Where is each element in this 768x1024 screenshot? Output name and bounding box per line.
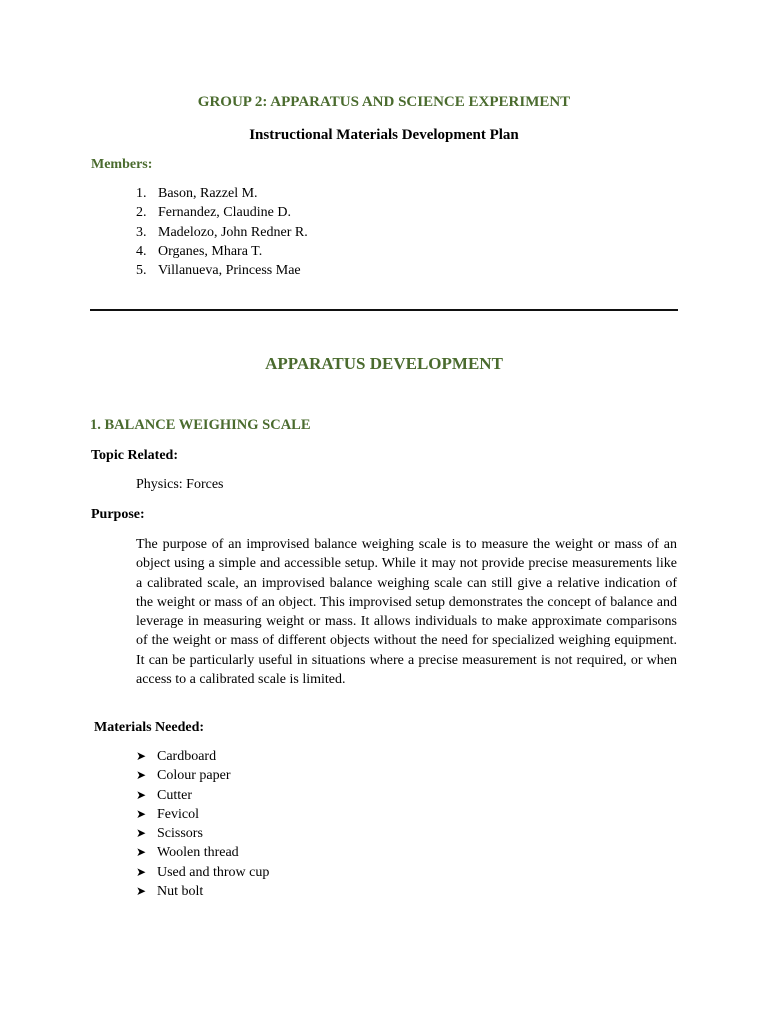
member-name: Organes, Mhara T. — [158, 243, 263, 259]
list-item — [136, 843, 269, 862]
member-number: 5. — [136, 263, 147, 279]
arrow-bullet-icon: ➤ — [136, 806, 147, 821]
purpose-paragraph: The purpose of an improvised balance weighing scale is to measure the weight or mass of an object using a simple and accessible setup. While it may not provide precise measurements like a calibrated scale, an improvised balance weighing scale can still give a relative indication of the weight or mass of an object. This improvised setup demonstrates the concept of balance and leverage in measuring weight or mass. It allows individuals to make approximate comparisons of the weight or mass of different objects without the need for specialized weighing equipment. It can be particularly useful in situations where a precise measurement is not required, or when access to a calibrated scale is limited. — [136, 537, 677, 688]
list-item — [136, 863, 269, 882]
list-item — [136, 242, 308, 261]
member-name: Bason, Razzel M. — [158, 186, 258, 201]
list-item — [136, 882, 269, 901]
material-name: Scissors — [157, 826, 203, 842]
list-item — [136, 786, 269, 805]
material-name: Colour paper — [157, 768, 231, 784]
materials-label: Materials Needed: — [94, 720, 205, 735]
list-item — [136, 261, 308, 280]
material-name: Cardboard — [157, 749, 217, 764]
member-name: Villanueva, Princess Mae — [158, 263, 301, 279]
arrow-bullet-icon: ➤ — [136, 768, 147, 783]
member-number: 3. — [136, 224, 147, 240]
document-subtitle: Instructional Materials Development Plan — [249, 127, 519, 143]
list-item — [136, 824, 269, 843]
arrow-bullet-icon: ➤ — [136, 864, 147, 879]
arrow-bullet-icon: ➤ — [136, 749, 147, 763]
member-number: 2. — [136, 205, 147, 221]
materials-list — [136, 747, 269, 901]
list-item — [136, 766, 269, 785]
material-name: Nut bolt — [157, 884, 204, 900]
material-name: Woolen thread — [157, 845, 239, 861]
members-label: Members: — [91, 157, 153, 172]
section-heading: APPARATUS DEVELOPMENT — [265, 354, 503, 373]
list-item — [136, 203, 308, 222]
topic-label: Topic Related: — [91, 448, 178, 463]
members-list — [136, 184, 308, 280]
arrow-bullet-icon: ➤ — [136, 826, 147, 841]
document-title: GROUP 2: APPARATUS AND SCIENCE EXPERIMENT — [197, 94, 571, 110]
item-heading: 1. BALANCE WEIGHING SCALE — [90, 417, 311, 433]
member-name: Madelozo, John Redner R. — [158, 224, 308, 240]
member-number: 1. — [136, 186, 147, 201]
material-name: Fevicol — [157, 806, 199, 822]
list-item — [136, 747, 269, 766]
arrow-bullet-icon: ➤ — [136, 884, 147, 899]
list-item — [136, 805, 269, 824]
list-item — [136, 223, 308, 242]
arrow-bullet-icon: ➤ — [136, 787, 147, 802]
purpose-label: Purpose: — [91, 507, 145, 522]
material-name: Used and throw cup — [157, 864, 270, 880]
member-number: 4. — [136, 243, 147, 259]
horizontal-divider — [90, 309, 678, 311]
arrow-bullet-icon: ➤ — [136, 845, 147, 860]
member-name: Fernandez, Claudine D. — [158, 205, 291, 221]
topic-value: Physics: Forces — [136, 477, 224, 492]
material-name: Cutter — [157, 787, 192, 803]
list-item — [136, 184, 308, 203]
